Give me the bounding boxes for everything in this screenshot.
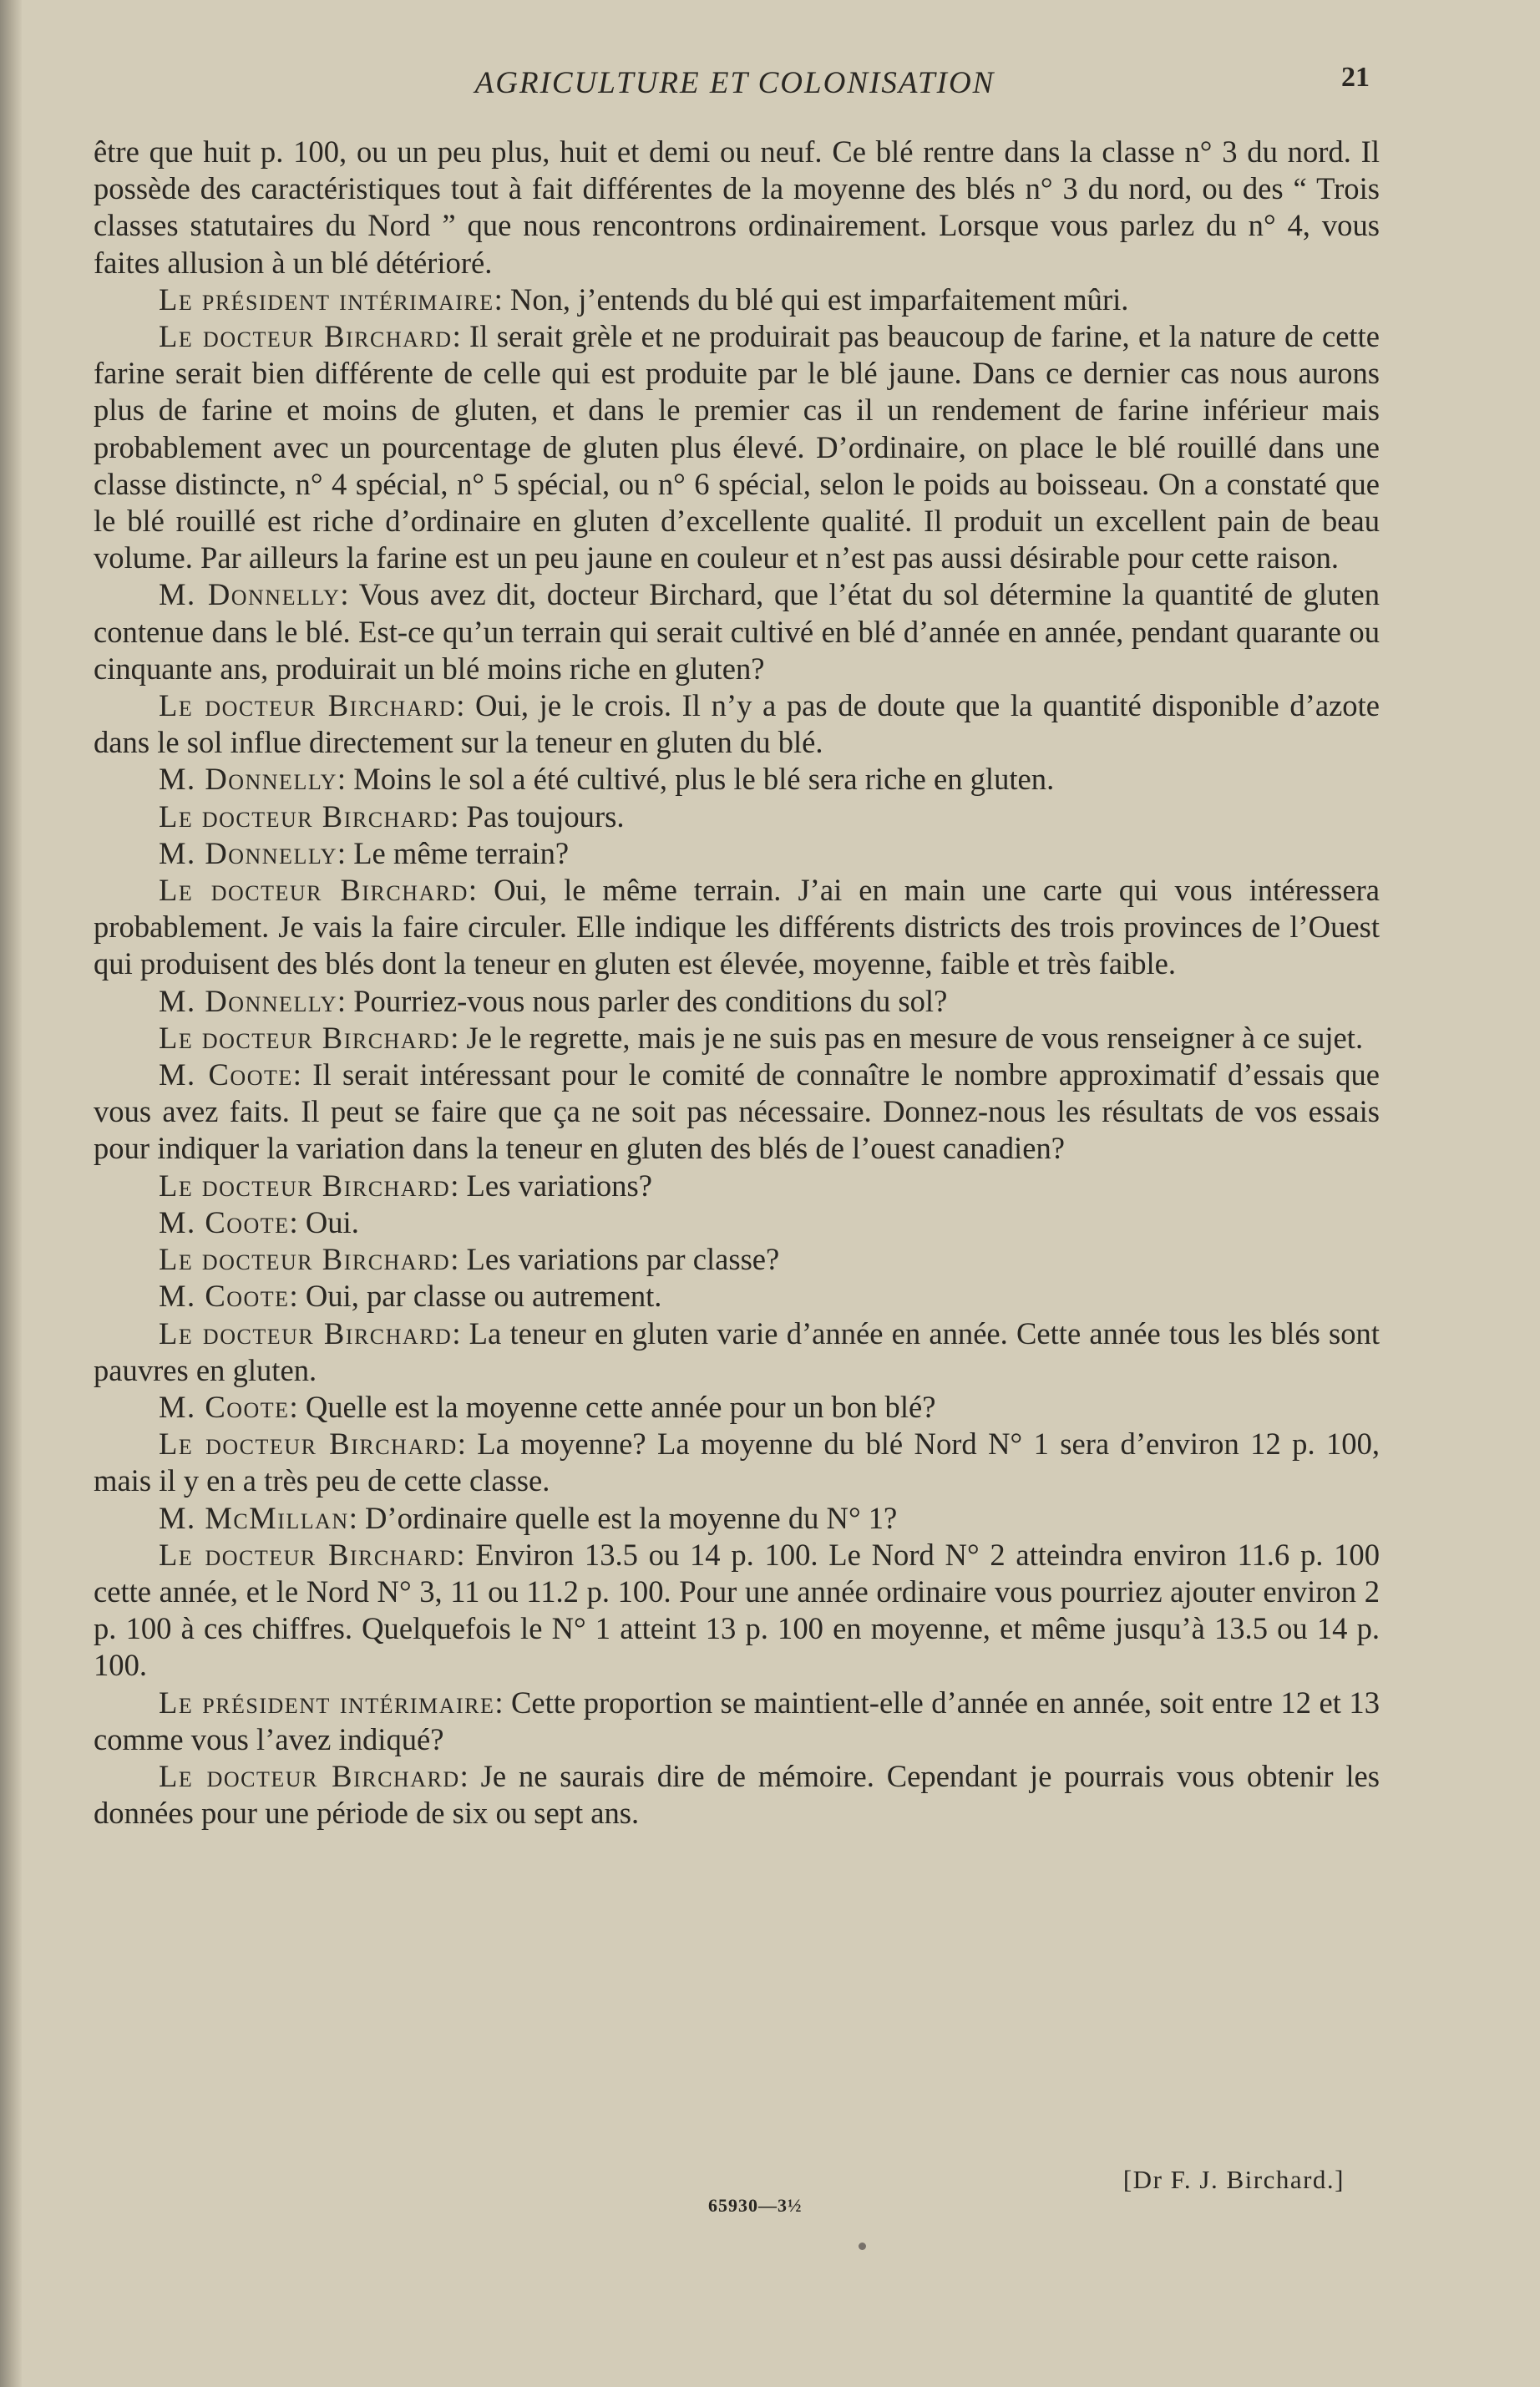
paragraph-text: : Il serait intéressant pour le comité de connaître le nombre approximatif d’essais que vous avez faits. Il peut se faire que ça ne soit pas nécessaire. Donnez-nous les résultats de vos essais pour indiquer la variation dans la teneur en gluten des blés de l’ouest canadien?	[94, 1057, 1380, 1166]
speaker-name: Le président intérimaire	[159, 1685, 495, 1720]
paragraph	[94, 1500, 1380, 1537]
speaker-name: M. Coote	[159, 1204, 290, 1239]
speaker-name: M. Donnelly	[159, 983, 337, 1018]
speaker-name: Le docteur Birchard	[159, 319, 453, 354]
speaker-name: Le docteur Birchard	[159, 798, 451, 834]
paragraph-text: être que huit p. 100, ou un peu plus, huit et demi ou neuf. Ce blé rentre dans la classe n° 3 du nord. Il possède des caractéristiques tout à fait différentes de la moyenne des blés n° 3 du nord, ou des “ Trois classes statutaires du Nord ” que nous rencontrons ordinairement. Lorsque vous parlez du n° 4, vous faites allusion à un blé détérioré.	[94, 134, 1380, 280]
paragraph	[94, 1241, 1380, 1278]
paragraph-text: : Environ 13.5 ou 14 p. 100. Le Nord N° 2 atteindra environ 11.6 p. 100 cette année, et le Nord N° 3, 11 ou 11.2 p. 100. Pour une année ordinaire vous pourriez ajouter environ 2 p. 100 à ces chiffres. Quelquefois le N° 1 atteint 13 p. 100 en moyenne, et même jusqu’à 13.5 ou 14 p. 100.	[94, 1537, 1380, 1683]
paragraph	[94, 1537, 1380, 1685]
paragraph-text: : Pas toujours.	[450, 798, 625, 834]
paragraph-text: : Oui, le même terrain. J’ai en main une carte qui vous intéressera probablement. Je vais la faire circuler. Elle indique les différents districts des trois provinces de l’Ouest qui produisent des blés dont la teneur en gluten est élevée, moyenne, faible et très faible.	[94, 873, 1380, 981]
speaker-name: Le docteur Birchard	[159, 1168, 451, 1203]
paragraph-text: : Le même terrain?	[337, 835, 570, 870]
speaker-name: Le docteur Birchard	[159, 1020, 451, 1055]
paragraph	[94, 318, 1380, 576]
paragraph-text: : D’ordinaire quelle est la moyenne du N° 1?	[348, 1500, 898, 1535]
paragraph-text: : Les variations par classe?	[450, 1242, 780, 1277]
paragraph	[94, 761, 1380, 798]
paragraph	[94, 1315, 1380, 1389]
paragraph	[94, 134, 1380, 281]
speaker-name: Le docteur Birchard	[159, 1537, 457, 1572]
speaker-name: Le docteur Birchard	[159, 1242, 451, 1277]
paragraph-text: : Il serait grèle et ne produirait pas beaucoup de farine, et la nature de cette farine serait bien différente de celle qui est produite par le blé jaune. Dans ce dernier cas nous aurons plus de farine et moins de gluten, et dans le premier cas il un rendement de farine inférieur mais probablement avec un pourcentage de gluten plus élevé. D’ordinaire, on place le blé rouillé dans une classe distincte, n° 4 spécial, n° 5 spécial, ou n° 6 spécial, selon le poids au boisseau. On a constaté que le blé rouillé est riche d’ordinaire en gluten d’excellente qualité. Il produit un excellent pain de beau volume. Par ailleurs la farine est un peu jaune en couleur et n’est pas aussi désirable pour cette raison.	[94, 319, 1380, 575]
binding-edge	[0, 0, 22, 2387]
speaker-name: M. Coote	[159, 1057, 293, 1092]
paragraph-text: : Pourriez-vous nous parler des conditions du sol?	[337, 983, 948, 1018]
speaker-name: Le docteur Birchard	[159, 1315, 453, 1351]
signature: [Dr F. J. Birchard.]	[1122, 2165, 1345, 2194]
paragraph-text: : Oui, je le crois. Il n’y a pas de doute que la quantité disponible d’azote dans le sol influe directement sur la teneur en gluten du blé.	[94, 688, 1380, 760]
paragraph	[94, 798, 1380, 835]
paragraph	[94, 983, 1380, 1020]
paragraph-text: : Je ne saurais dire de mémoire. Cependant je pourrais vous obtenir les données pour une période de six ou sept ans.	[94, 1758, 1380, 1831]
page-number: 21	[1341, 62, 1370, 93]
paragraph-text: : Les variations?	[450, 1168, 652, 1203]
running-title: AGRICULTURE ET COLONISATION	[474, 66, 995, 100]
paragraph-text: : Cette proportion se maintient-elle d’année en année, soit entre 12 et 13 comme vous l’avez indiqué?	[94, 1685, 1380, 1756]
speaker-name: M. Coote	[159, 1279, 290, 1314]
paragraph-text: : Quelle est la moyenne cette année pour un bon blé?	[289, 1389, 936, 1424]
speaker-name: Le président intérimaire	[159, 281, 494, 317]
speaker-name: M. McMillan	[159, 1500, 349, 1535]
paragraph	[94, 687, 1380, 761]
paragraph	[94, 1389, 1380, 1426]
speaker-name: M. Donnelly	[159, 577, 341, 612]
paragraph-text: : Oui.	[289, 1204, 359, 1239]
speaker-name: M. Donnelly	[159, 835, 337, 870]
paragraph	[94, 1758, 1380, 1832]
paragraph	[94, 1278, 1380, 1315]
speaker-name: Le docteur Birchard	[159, 1758, 460, 1793]
paragraph	[94, 576, 1380, 687]
paragraph	[94, 1168, 1380, 1204]
paragraph-text: : Je le regrette, mais je ne suis pas en mesure de vous renseigner à ce sujet.	[450, 1020, 1364, 1055]
paragraph	[94, 281, 1380, 318]
paragraph	[94, 835, 1380, 872]
printer-code: 65930—3½	[708, 2195, 803, 2216]
running-header	[159, 62, 1370, 115]
paragraph	[94, 872, 1380, 983]
paragraph	[94, 1020, 1380, 1057]
speaker-name: Le docteur Birchard	[159, 873, 469, 908]
speaker-name: M. Donnelly	[159, 762, 337, 797]
page-body	[94, 134, 1380, 1832]
ink-dot	[859, 2243, 866, 2250]
speaker-name: Le docteur Birchard	[159, 688, 457, 723]
paragraph	[94, 1204, 1380, 1241]
speaker-name: M. Coote	[159, 1389, 290, 1424]
paragraph-text: : Non, j’entends du blé qui est imparfaitement mûri.	[494, 281, 1129, 317]
paragraph	[94, 1685, 1380, 1758]
paragraph-text: : Moins le sol a été cultivé, plus le blé sera riche en gluten.	[337, 762, 1055, 797]
paragraph	[94, 1426, 1380, 1499]
paragraph	[94, 1057, 1380, 1168]
paragraph-text: : Oui, par classe ou autrement.	[289, 1279, 662, 1314]
paragraph-text: : Vous avez dit, docteur Birchard, que l’état du sol détermine la quantité de gluten contenue dans le blé. Est-ce qu’un terrain qui serait cultivé en blé d’année en année, pendant quarante ou cinquante ans, produirait un blé moins riche en gluten?	[94, 577, 1380, 686]
speaker-name: Le docteur Birchard	[159, 1427, 458, 1462]
paragraph-text: : La moyenne? La moyenne du blé Nord N° 1 sera d’environ 12 p. 100, mais il y en a très peu de cette classe.	[94, 1427, 1380, 1498]
paragraph-text: : La teneur en gluten varie d’année en année. Cette année tous les blés sont pauvres en gluten.	[94, 1315, 1380, 1387]
